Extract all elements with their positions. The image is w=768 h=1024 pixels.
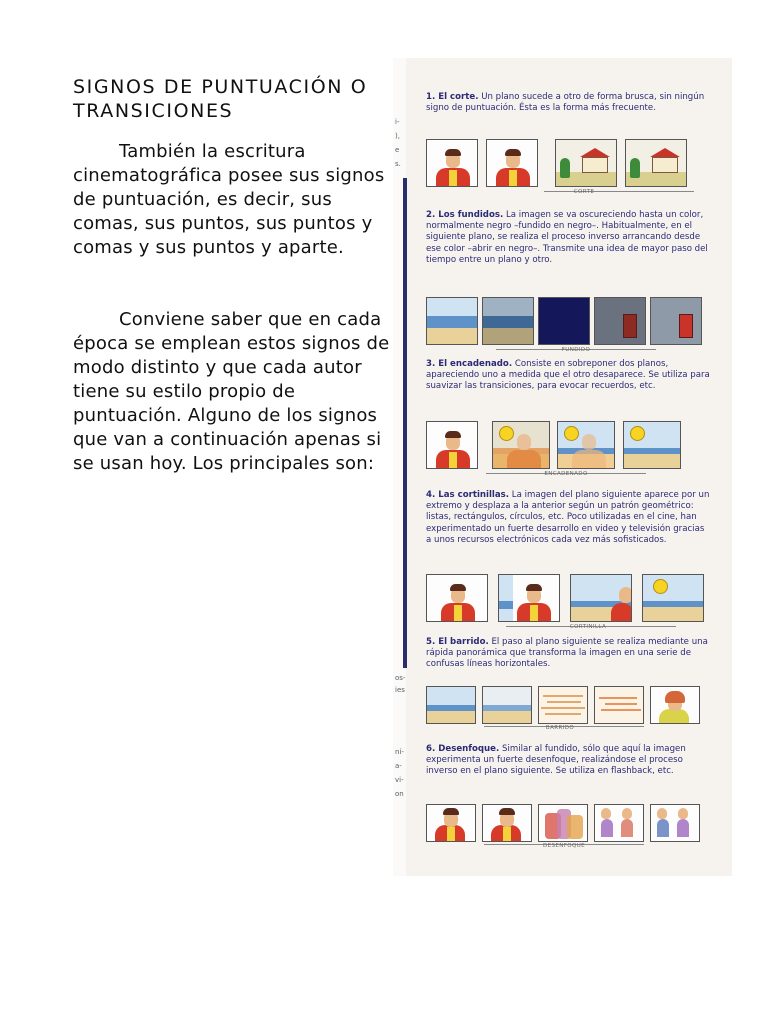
frame-beach (426, 297, 478, 345)
frame-beach (623, 421, 681, 469)
transition-caption: DESENFOQUE (542, 843, 586, 849)
page-edge-bar (403, 178, 407, 668)
frame-dissolve (557, 421, 615, 469)
desenfoque-illustration (426, 804, 710, 856)
section-title: 4. Las cortinillas. (426, 490, 510, 500)
frame-man (426, 804, 476, 842)
intro-paragraph-text: También la escritura cinematográfica posee sus signos de puntuación, es decir, sus comas, sus puntos, sus puntos y comas y sus puntos y aparte. (73, 141, 385, 258)
section-title: 6. Desenfoque. (426, 744, 500, 754)
signs-paragraph-text: Conviene saber que en cada época se emplean estos signos de modo distinto y que cada autor tiene su estilo propio de puntuación. Alguno de los signos que van a continuación apenas si se usan hoy. Los principales son: (73, 309, 390, 474)
frame-man (426, 139, 478, 187)
encadenado-illustration (426, 421, 710, 477)
intro-paragraph (73, 140, 393, 260)
frame-house (555, 139, 617, 187)
section-body: La imagen del plano siguiente aparece por un extremo y desplaza a la anterior según un patrón geométrico: listas, rectángulos, círculos, etc. Poco utilizadas en el cine, han experimentado un fuerte desarrollo en video y televisión gracias a unos recursos electrónicos cada vez más sofisticados. (426, 490, 710, 545)
edge-fragment: ní- (395, 748, 404, 756)
frame-wipe (498, 574, 560, 622)
edge-fragment: s. (395, 160, 401, 168)
frame-door (650, 297, 702, 345)
signs-paragraph (73, 308, 393, 476)
section-body: El paso al plano siguiente se realiza mediante una rápida panorámica que transforma la imagen en una serie de confusas líneas horizontales. (426, 637, 708, 670)
section-title: 5. El barrido. (426, 637, 489, 647)
section-body: La imagen se va oscureciendo hasta un color, normalmente negro –fundido en negro–. Habitualmente, en el siguiente plano, se realiza el proceso inverso arrancando desde ese color –abrir en negro–. Transmite una idea de mayor paso del tiempo entre un plano y otro. (426, 210, 708, 265)
cortinilla-illustration (426, 574, 710, 630)
frame-couple (650, 804, 700, 842)
frame-blur (538, 804, 588, 842)
transition-caption: CORTE (573, 189, 595, 195)
frame-couple (594, 804, 644, 842)
edge-fragment: on (395, 790, 404, 798)
edge-fragment: ies (395, 686, 405, 694)
edge-fragment: a- (395, 762, 402, 770)
section-text (426, 744, 710, 778)
frame-dissolve (492, 421, 550, 469)
frame-black (538, 297, 590, 345)
edge-fragment: vi- (395, 776, 404, 784)
section-text (426, 210, 710, 266)
page-title: SIGNOS DE PUNTUACIÓN O TRANSICIONES (73, 76, 368, 122)
transition-caption: BARRIDO (545, 725, 575, 731)
section-fundidos (426, 210, 710, 353)
frame-house (625, 139, 687, 187)
section-body: Similar al fundido, sólo que aquí la imagen experimenta un fuerte desenfoque, realizándose el proceso inverso en el plano siguiente. Se utiliza en flashback, etc. (426, 744, 686, 777)
section-barrido (426, 637, 710, 731)
section-text (426, 637, 710, 671)
edge-fragment: e (395, 146, 400, 154)
edge-fragment: os- (395, 674, 406, 682)
frame-woman (650, 686, 700, 724)
section-cortinillas (426, 490, 710, 630)
frame-man (426, 574, 488, 622)
section-encadenado (426, 359, 710, 477)
section-text (426, 490, 710, 546)
frame-door-darkening (594, 297, 646, 345)
edge-fragment: ), (395, 132, 400, 140)
section-title: 3. El encadenado. (426, 359, 513, 369)
frame-beach-darkening (482, 297, 534, 345)
section-text (426, 92, 710, 114)
frame-beach (482, 686, 532, 724)
section-corte (426, 92, 710, 195)
section-body: Consiste en sobreponer dos planos, apareciendo uno a medida que el otro desaparece. Se utiliza para suavizar las transiciones, para evocar recuerdos, etc. (426, 359, 710, 392)
section-text (426, 359, 710, 393)
transition-caption: CORTINILLA (569, 624, 607, 630)
barrido-illustration (426, 686, 710, 738)
scanned-textbook-page (393, 58, 732, 876)
frame-beach (426, 686, 476, 724)
frame-man (482, 804, 532, 842)
section-title: 2. Los fundidos. (426, 210, 504, 220)
transition-caption: FUNDIDO (561, 347, 591, 353)
section-title: 1. El corte. (426, 92, 479, 102)
frame-man (486, 139, 538, 187)
corte-illustration (426, 139, 710, 195)
frame-wipe (570, 574, 632, 622)
section-body: Un plano sucede a otro de forma brusca, sin ningún signo de puntuación. Ésta es la forma más frecuente. (426, 92, 705, 114)
edge-fragment: i- (395, 118, 400, 126)
frame-beach (642, 574, 704, 622)
frame-swipe-lines (594, 686, 644, 724)
frame-swipe-lines (538, 686, 588, 724)
frame-man (426, 421, 478, 469)
transition-caption: ENCADENADO (544, 471, 588, 477)
section-desenfoque (426, 744, 710, 849)
fundido-illustration (426, 297, 710, 353)
